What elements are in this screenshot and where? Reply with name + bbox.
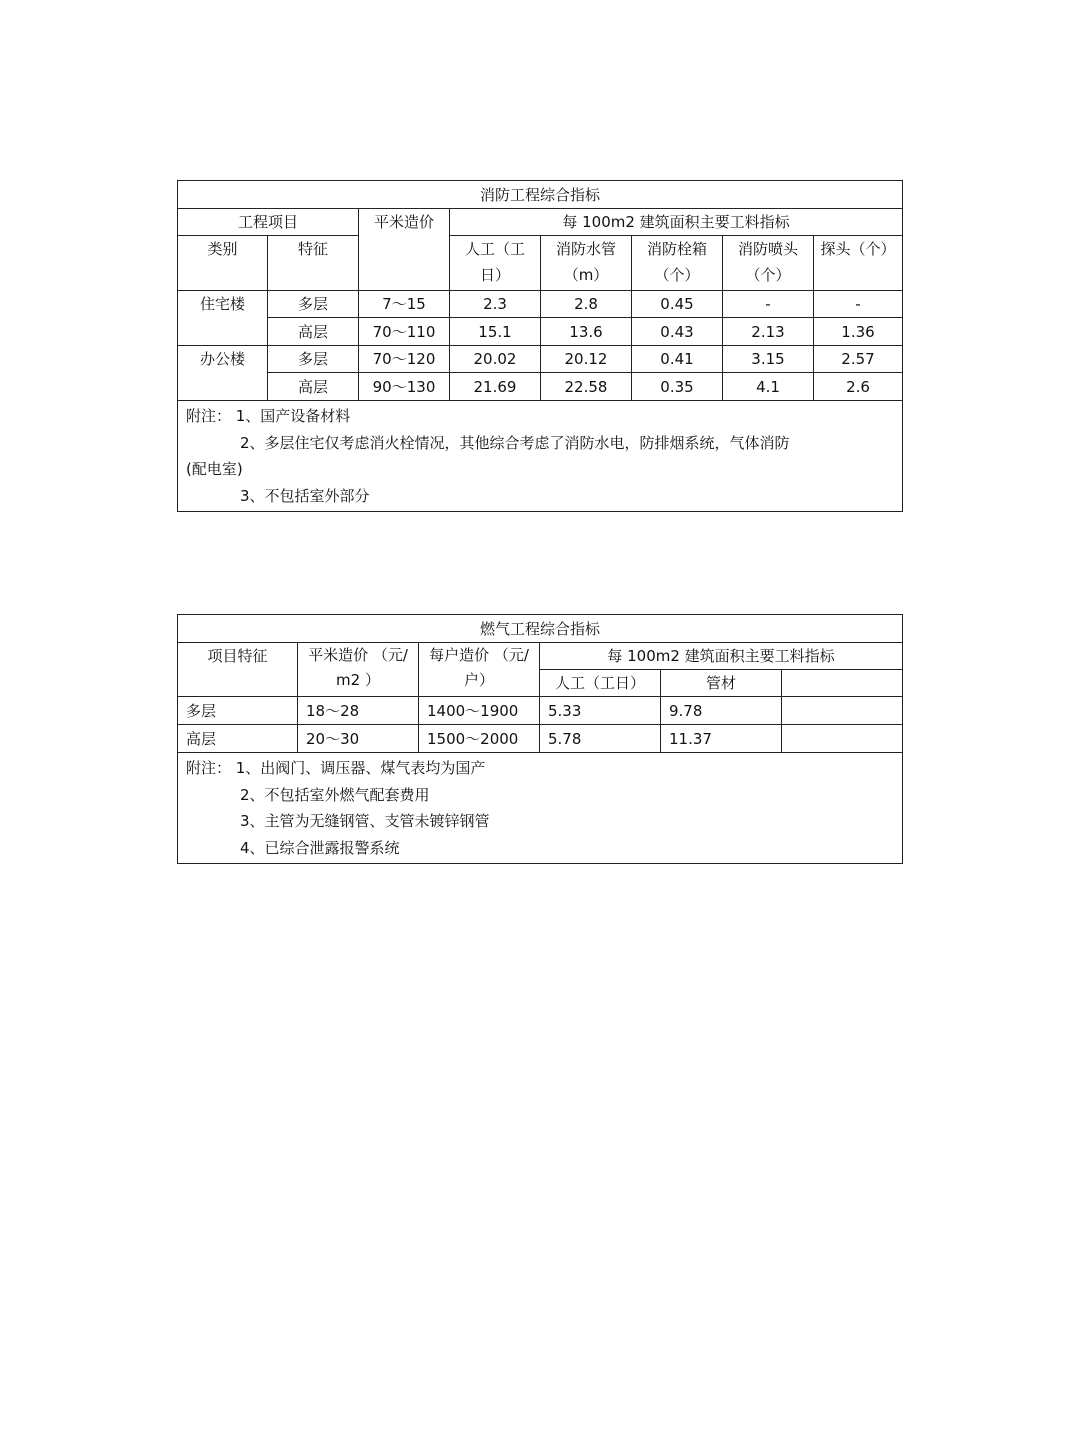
row-labor: 5.78 <box>540 725 661 753</box>
row-pipe: 13.6 <box>541 318 632 346</box>
note-3: 3、主管为无缝钢管、支管未镀锌钢管 <box>240 812 490 830</box>
row-household-cost: 1400～1900 <box>419 697 540 725</box>
row-feature: 高层 <box>268 318 359 346</box>
row-box: 0.45 <box>632 291 723 318</box>
header-category: 类别 <box>178 236 268 291</box>
row-feature: 多层 <box>268 346 359 373</box>
row-empty <box>782 725 903 753</box>
row-labor: 20.02 <box>450 346 541 373</box>
row-detector: 2.6 <box>814 373 903 401</box>
row-cost: 7～15 <box>359 291 450 318</box>
row-sprinkler: - <box>723 291 814 318</box>
row-cost: 70～110 <box>359 318 450 346</box>
row-category: 住宅楼 <box>178 291 268 346</box>
row-box: 0.43 <box>632 318 723 346</box>
header-labor: 人工（工日） <box>540 670 661 697</box>
header-empty <box>782 670 903 697</box>
row-pipe: 9.78 <box>661 697 782 725</box>
table-title: 燃气工程综合指标 <box>178 615 903 643</box>
row-box: 0.35 <box>632 373 723 401</box>
row-unit-cost: 18～28 <box>298 697 419 725</box>
header-pipe: 管材 <box>661 670 782 697</box>
row-feature: 高层 <box>268 373 359 401</box>
row-feature: 多层 <box>178 697 298 725</box>
table-row <box>178 318 903 346</box>
row-pipe: 22.58 <box>541 373 632 401</box>
note-1: 附注： 1、国产设备材料 <box>186 407 351 425</box>
gas-indicator-table <box>177 614 903 864</box>
row-sprinkler: 2.13 <box>723 318 814 346</box>
header-detector: 探头（个） <box>814 236 903 291</box>
row-detector: 2.57 <box>814 346 903 373</box>
row-unit-cost: 20～30 <box>298 725 419 753</box>
header-indicator-group: 每 100m2 建筑面积主要工料指标 <box>450 209 903 236</box>
header-fire-pipe: 消防水管（m） <box>541 236 632 291</box>
row-household-cost: 1500～2000 <box>419 725 540 753</box>
note-3: 3、不包括室外部分 <box>240 486 370 505</box>
row-empty <box>782 697 903 725</box>
header-indicator-group: 每 100m2 建筑面积主要工料指标 <box>540 643 903 670</box>
header-labor: 人工（工日） <box>450 236 541 291</box>
header-sprinkler: 消防喷头（个） <box>723 236 814 291</box>
row-cost: 70～120 <box>359 346 450 373</box>
table-row <box>178 373 903 401</box>
table-row <box>178 291 903 318</box>
notes-block <box>178 753 903 864</box>
row-labor: 2.3 <box>450 291 541 318</box>
row-pipe: 2.8 <box>541 291 632 318</box>
header-hydrant-box: 消防栓箱（个） <box>632 236 723 291</box>
note-1: 附注： 1、出阀门、调压器、煤气表均为国产 <box>186 759 486 777</box>
header-feature: 特征 <box>268 236 359 291</box>
table-row <box>178 697 903 725</box>
note-4: 4、已综合泄露报警系统 <box>240 838 400 857</box>
header-household-cost: 每户造价 （元/户） <box>419 643 540 697</box>
row-category: 办公楼 <box>178 346 268 401</box>
row-box: 0.41 <box>632 346 723 373</box>
fire-indicator-table <box>177 180 903 512</box>
header-feature: 项目特征 <box>178 643 298 697</box>
note-2: 2、不包括室外燃气配套费用 <box>240 785 430 804</box>
row-sprinkler: 4.1 <box>723 373 814 401</box>
table-row <box>178 346 903 373</box>
header-unit-cost: 平米造价 <box>359 209 450 291</box>
table-title: 消防工程综合指标 <box>178 181 903 209</box>
notes-block <box>178 401 903 512</box>
row-cost: 90～130 <box>359 373 450 401</box>
header-unit-cost: 平米造价 （元/m2 ） <box>298 643 419 697</box>
row-pipe: 11.37 <box>661 725 782 753</box>
row-pipe: 20.12 <box>541 346 632 373</box>
row-feature: 高层 <box>178 725 298 753</box>
note-2: 2、多层住宅仅考虑消火栓情况，其他综合考虑了消防水电，防排烟系统，气体消防 <box>240 433 790 452</box>
note-2-continued: (配电室) <box>186 460 243 478</box>
table-row <box>178 725 903 753</box>
row-labor: 21.69 <box>450 373 541 401</box>
row-detector: 1.36 <box>814 318 903 346</box>
row-feature: 多层 <box>268 291 359 318</box>
row-labor: 5.33 <box>540 697 661 725</box>
row-detector: - <box>814 291 903 318</box>
row-labor: 15.1 <box>450 318 541 346</box>
header-project: 工程项目 <box>178 209 359 236</box>
row-sprinkler: 3.15 <box>723 346 814 373</box>
